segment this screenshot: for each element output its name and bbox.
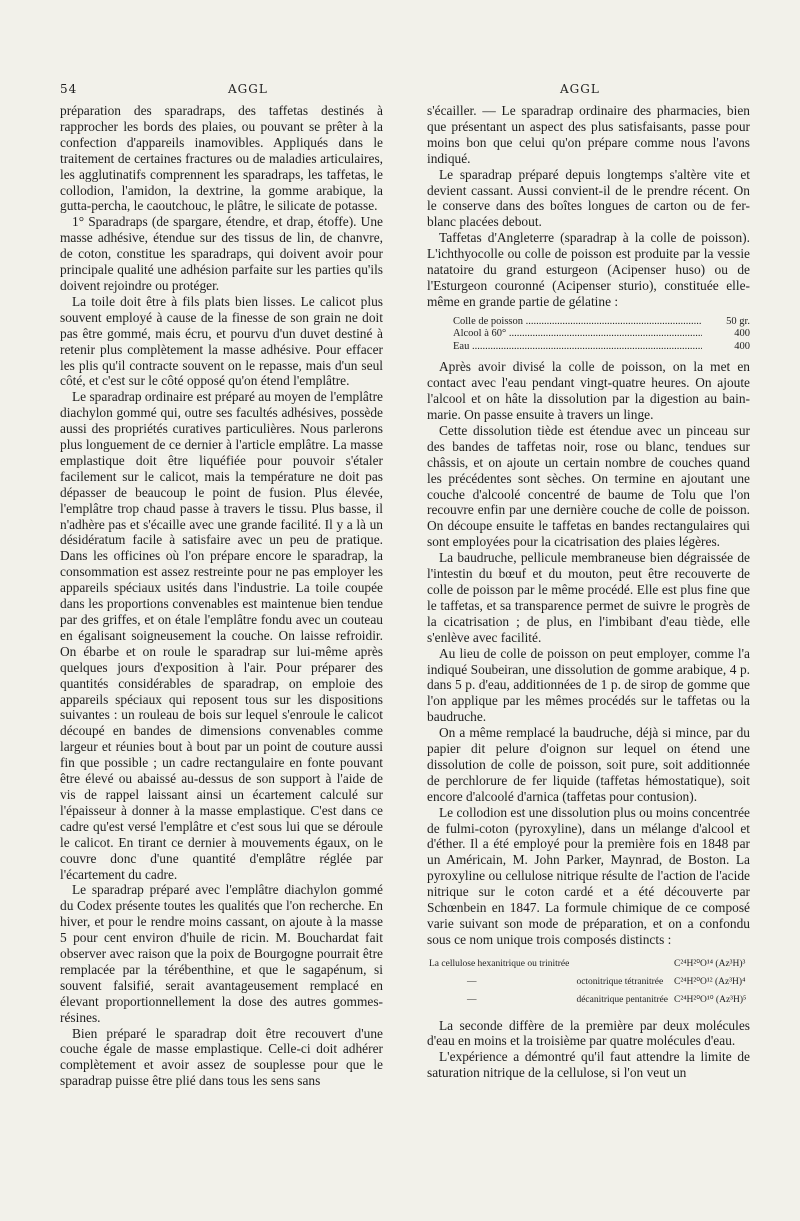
paragraph: Taffetas d'Angleterre (sparadrap à la colle de poisson). L'ichthyocolle ou colle de poisson est produite par la vessie natatoire du grand esturgeon (Acipenser huso) ou de l'Esturgeon couronné (Acipenser sturio), constituée elle-même en grande partie de gélatine : <box>427 230 750 309</box>
table-cell: — <box>467 976 477 987</box>
table-cell: décanitrique pentanitrée <box>576 994 668 1005</box>
right-running-head: AGGL <box>560 82 600 96</box>
paragraph: Cette dissolution tiède est étendue avec un pinceau sur des bandes de taffetas noir, rose ou blanc, tendues sur châssis, et on ajoute un certain nombre de couches quand les précédentes sont sèches. On termine en ajoutant une couche d'alcoolé concentré de baume de Tolu que l'on recouvre enfin par une dernière couche de colle de poisson. On découpe ensuite le taffetas en bandes rectangulaires qui sont employées pour la cicatrisation des plaies légères. <box>427 422 750 550</box>
table-cell: octonitrique tétranitrée <box>576 976 664 987</box>
table-cell: C²⁴H²⁰O¹⁰ (Az³H)⁵ <box>674 994 747 1005</box>
paragraph: Au lieu de colle de poisson on peut employer, comme l'a indiqué Soubeiran, une dissolution de gomme arabique, 4 p. dans 5 p. d'eau, additionnées de 1 p. de sirop de gomme que l'on applique par les mêmes procédés sur le taffetas ou la baudruche. <box>427 645 750 725</box>
table-cell: La cellulose hexanitrique ou trinitrée <box>429 958 570 969</box>
formula-line <box>453 328 750 341</box>
left-running-head: AGGL <box>228 82 268 96</box>
table-cell <box>574 956 672 974</box>
paragraph: On a même remplacé la baudruche, déjà si mince, par du papier dit pelure d'oignon sur lequel on étend une dissolution de colle de poisson, soit pure, soit additionnée de perchlorure de fer liquide (taffetas hémostatique), soit encore d'alcoolé d'arnica (taffetas pour contusion). <box>427 725 750 804</box>
table-cell: C²⁴H²⁰O¹⁴ (Az³H)³ <box>674 958 746 969</box>
table-row <box>427 956 750 974</box>
formula-line <box>453 316 750 329</box>
ingredient-name: Colle de poisson ..... <box>453 316 702 329</box>
paragraph: L'expérience a démontré qu'il faut attendre la limite de saturation nitrique de la cellulose, si l'on veut un <box>427 1049 750 1081</box>
paragraph: La toile doit être à fils plats bien lisses. Le calicot plus souvent employé à cause de la finesse de son grain ne doit pas être gommé, mais écru, et pourvu d'un duvet destiné à retenir plus complètement la masse adhésive. Pour effacer les plis qu'il contracte souvent on le repasse, mais d'un seul côté, et c'est sur le côté opposé qu'on étend l'emplâtre. <box>60 293 383 389</box>
left-column <box>60 103 383 1089</box>
paragraph: Le sparadrap préparé avec l'emplâtre diachylon gommé du Codex présente toutes les qualités que l'on recherche. En hiver, et pour le rendre moins cassant, on ajoute à la masse 5 pour cent environ d'huile de ricin. M. Bouchardat fait observer avec raison que la poix de Bourgogne pourrait être remplacée par la térébenthine, et que le sagapénum, si souvent falsifié, serait avantageusement remplacé en élevant proportionnellement la dose des autres gommes-résines. <box>60 882 383 1025</box>
paragraph: 1° Sparadraps (de spargare, étendre, et drap, étoffe). Une masse adhésive, étendue sur des tissus de lin, de chanvre, de coton, constitue les sparadraps, qui doivent avoir pour principale qualité une adhésion parfaite sur les parties qu'ils doivent rejoindre ou protéger. <box>60 214 383 293</box>
ingredient-name: Eau ..... <box>453 341 702 354</box>
cellulose-table <box>427 956 750 1010</box>
paragraph: La seconde diffère de la première par deux molécules d'eau en moins et la troisième par quatre molécules d'eau. <box>427 1017 750 1049</box>
table-row <box>427 992 750 1010</box>
ingredient-qty: 400 <box>734 340 750 352</box>
paragraph: Le collodion est une dissolution plus ou moins concentrée de fulmi-coton (pyroxyline), dans un mélange d'alcool et d'éther. Il a été employé pour la première fois en 1848 par un Américain, M. John Parker, Maynrad, de Boston. La pyroxyline ou cellulose nitrique résulte de l'action de l'acide nitrique sur le coton cardé et a été découverte par Schœnbein en 1847. La formule chimique de ce composé varie suivant son mode de préparation, et on a confondu sous ce nom unique trois composés distincts : <box>427 804 750 947</box>
paragraph: Le sparadrap préparé depuis longtemps s'altère vite et devient cassant. Aussi convient-il de le prendre récent. On le conserve dans des boîtes longues de carton ou de fer-blanc placées debout. <box>427 166 750 230</box>
formula-list <box>427 316 750 354</box>
ingredient-qty: 50 gr. <box>726 315 750 327</box>
ingredient-name: Alcool à 60° ..... <box>453 328 702 341</box>
table-cell: C²⁴H²⁰O¹² (Az³H)⁴ <box>674 976 746 987</box>
paragraph: Après avoir divisé la colle de poisson, on la met en contact avec l'eau pendant vingt-quatre heures. On ajoute l'alcool et on hâte la dissolution par la digestion au bain-marie. On passe ensuite à travers un linge. <box>427 359 750 422</box>
paragraph: préparation des sparadraps, des taffetas destinés à rapprocher les bords des plaies, ou pouvant se prêter à la confection d'appareils inamovibles. Appliqués dans le traitement de certaines fractures ou de maladies articulaires, les agglutinatifs comprennent les sparadraps, les taffetas, le collodion, l'amidon, la dextrine, la gomme arabique, la gutta-percha, le caoutchouc, le plâtre, le silicate de potasse. <box>60 103 383 214</box>
paragraph: s'écailler. — Le sparadrap ordinaire des pharmacies, bien que présentant un aspect des plus satisfaisants, passe pour moins bon que celui qu'on prépare comme nous l'avons indiqué. <box>427 103 750 166</box>
table-row <box>427 974 750 992</box>
paragraph: Bien préparé le sparadrap doit être recouvert d'une couche égale de masse emplastique. Celle-ci doit adhérer complètement et avoir assez de souplesse pour que le sparadrap puisse être plié dans tous les sens sans <box>60 1025 383 1089</box>
ingredient-qty: 400 <box>734 328 750 340</box>
paragraph: La baudruche, pellicule membraneuse bien dégraissée de l'intestin du bœuf et du mouton, peut être recouverte de colle de poisson par le même procédé. Elle est plus fine que le taffetas, et sa transparence permet de suivre le progrès de la cicatrisation ; de plus, en l'imbibant d'eau tiède, elle s'enlève avec facilité. <box>427 550 750 645</box>
paragraph: Le sparadrap ordinaire est préparé au moyen de l'emplâtre diachylon gommé qui, outre ses facultés adhésives, possède aussi des propriétés curatives particulières. Nous parlerons plus longuement de ce dernier à l'article emplâtre. La masse emplastique doit être liquéfiée pour pouvoir s'étaler facilement sur le calicot, mais la température ne doit pas dépasser de beaucoup le point de fusion. Plus élevée, l'emplâtre trop chaud passe à travers le tissu. Plus basse, il n'adhère pas et s'écaille avec une grande facilité. Il y a là un désidératum facile à satisfaire avec un peu de pratique. Dans les officines où l'on prépare encore le sparadrap, la consommation est assez restreinte pour ne pas employer les appareils spéciaux usités dans l'industrie. La toile coupée dans les proportions convenables est maintenue bien tendue par des griffes, et on étale l'emplâtre fondu avec un couteau en égalisant soigneusement la couche. On laisse refroidir. On ébarbe et on roule le sparadrap sur lui-même après quelques jours d'exposition à l'air. Pour préparer des quantités considérables de sparadrap, on emploie des appareils spéciaux qui reposent tous sur les dispositions suivantes : un rouleau de bois sur lequel s'enroule le calicot découpé en bandes de dimensions convenables comme largeur et réunies bout à bout par un point de couture aussi fin que possible ; un cadre rectangulaire en fonte pouvant être élevé ou abaissé au-dessus de son support à l'aide de vis de rappel laissant ainsi un écartement calculé sur l'épaisseur à donner à la masse emplastique. C'est dans ce cadre qu'est versé l'emplâtre et c'est sous lui que se déroule le calicot. En tirant ce dernier à mouvements égaux, on le couvre donc d'une quantité d'emplâtre réglée par l'écartement du cadre. <box>60 389 383 882</box>
right-column <box>427 103 750 1081</box>
formula-line <box>453 341 750 354</box>
table-cell: — <box>467 994 477 1005</box>
page-number: 54 <box>60 82 78 96</box>
